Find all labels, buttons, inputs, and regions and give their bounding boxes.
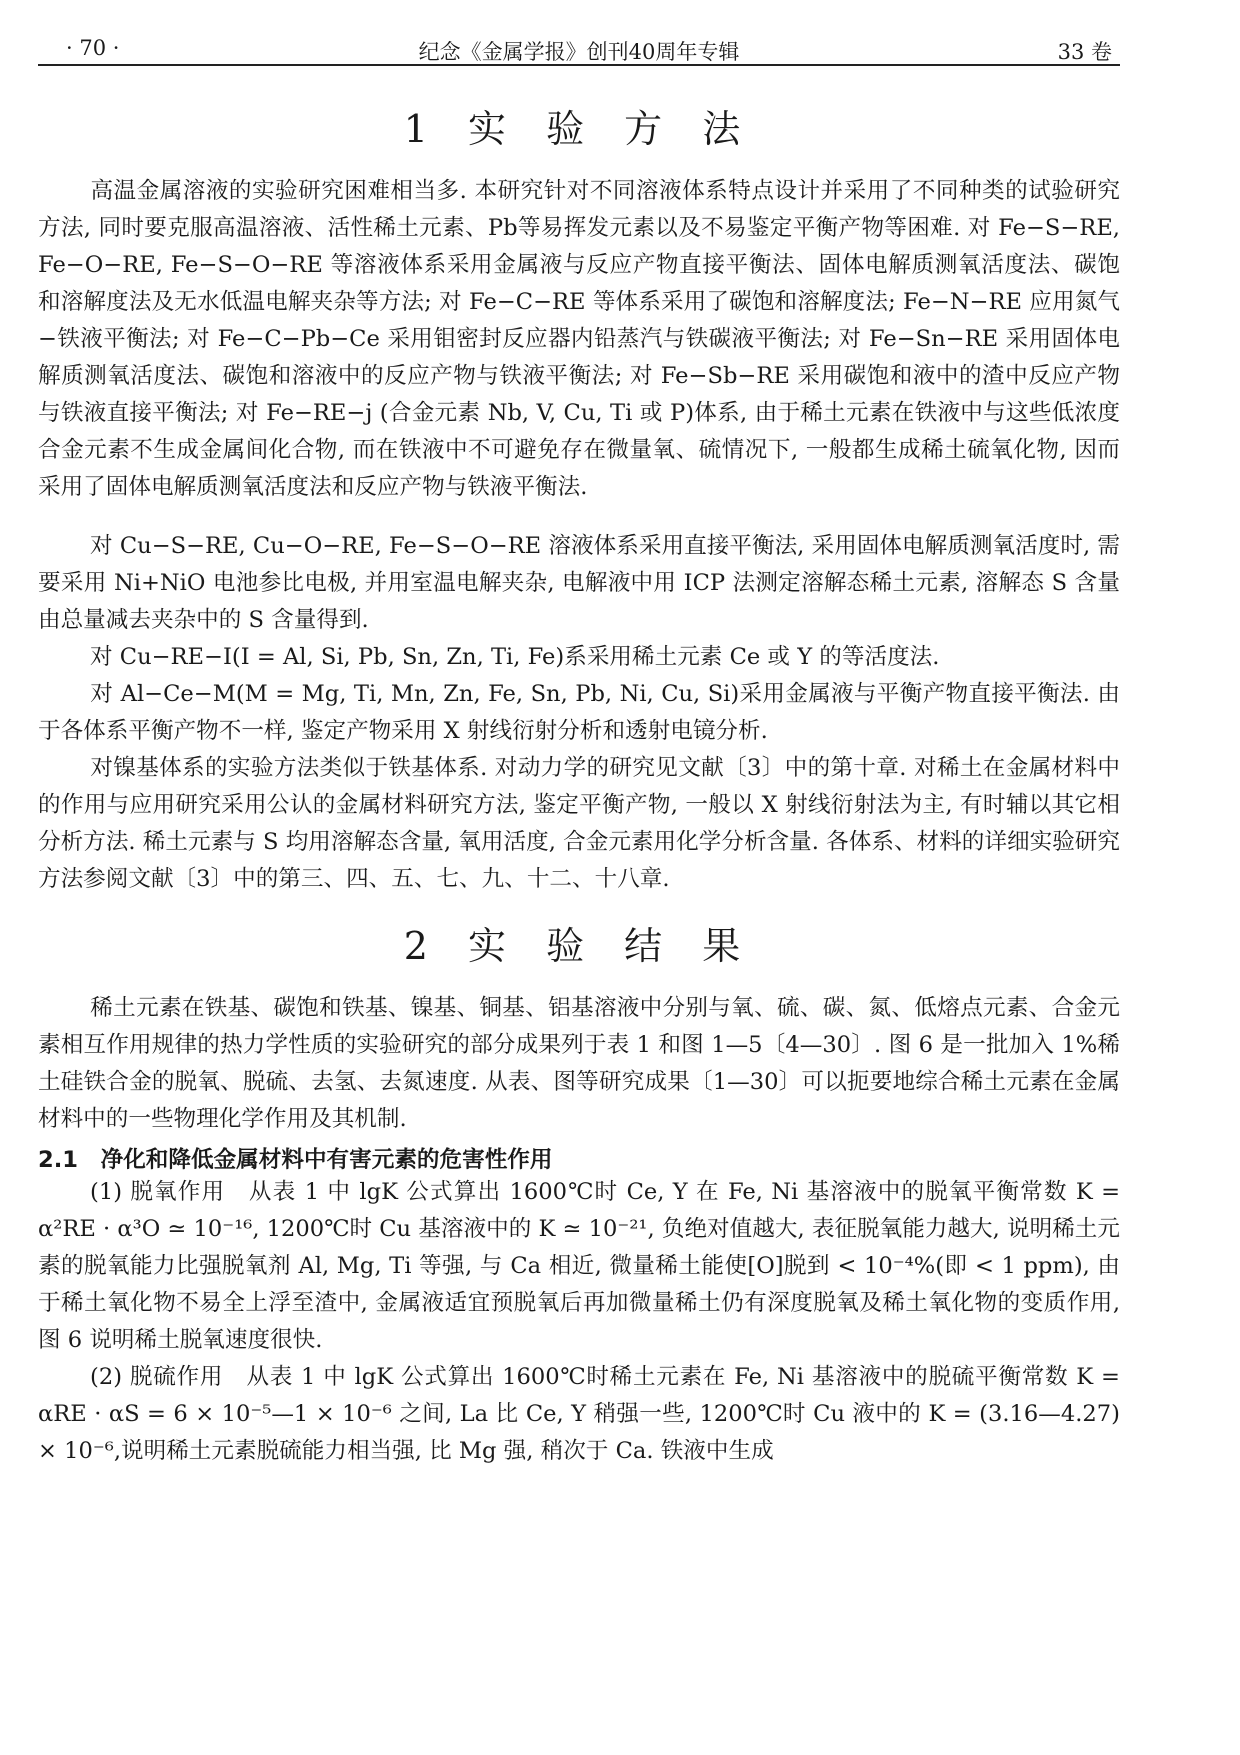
page-number: · 70 ·: [66, 36, 120, 60]
section-1-paragraph-3: 对 Cu−RE−I(I = Al, Si, Pb, Sn, Zn, Ti, Fe)系采用稀土元素 Ce 或 Y 的等活度法.: [90, 644, 940, 670]
section-1-heading: 1 实 验 方 法: [403, 107, 755, 151]
section-1-paragraph-1: 高温金属溶液的实验研究困难相当多. 本研究针对不同溶液体系特点设计并采用了不同种类的试验研究方法, 同时要克服高温溶液、活性稀土元素、Pb等易挥发元素以及不易鉴定平衡产物等困难. 对 Fe−S−RE, Fe−O−RE, Fe−S−O−RE 等溶液体系采用金属液与反应产物直接平衡法、固体电解质测氧活度法、碳饱和溶解度法及无水低温电解夹杂等方法; 对 Fe−C−RE 等体系采用了碳饱和溶解度法; Fe−N−RE 应用氮气−铁液平衡法; 对 Fe−C−Pb−Ce 采用钼密封反应器内铅蒸汽与铁碳液平衡法; 对 Fe−Sn−RE 采用固体电解质测氧活度法、碳饱和溶液中的反应产物与铁液平衡法; 对 Fe−Sb−RE 采用碳饱和液中的渣中反应产物与铁液直接平衡法; 对 Fe−RE−j (合金元素 Nb, V, Cu, Ti 或 P)体系, 由于稀土元素在铁液中与这些低浓度合金元素不生成金属间化合物, 而在铁液中不可避免存在微量氧、硫情况下, 一般都生成稀土硫氧化物, 因而采用了固体电解质测氧活度法和反应产物与铁液平衡法.: [38, 178, 1120, 500]
section-1-paragraph-5: 对镍基体系的实验方法类似于铁基体系. 对动力学的研究见文献〔3〕中的第十章. 对稀土在金属材料中的作用与应用研究采用公认的金属材料研究方法, 鉴定平衡产物, 一般以 X 射线衍射法为主, 有时辅以其它相分析方法. 稀土元素与 S 均用溶解态含量, 氧用活度, 合金元素用化学分析含量. 各体系、材料的详细实验研究方法参阅文献〔3〕中的第三、四、五、七、九、十二、十八章.: [38, 755, 1120, 892]
volume-label: 33 卷: [1057, 40, 1112, 64]
running-header: [38, 28, 1120, 66]
section-2-paragraph-1: 稀土元素在铁基、碳饱和铁基、镍基、铜基、铝基溶液中分别与氧、硫、碳、氮、低熔点元素、合金元素相互作用规律的热力学性质的实验研究的部分成果列于表 1 和图 1—5〔4—30〕. 图 6 是一批加入 1%稀土硅铁合金的脱氧、脱硫、去氢、去氮速度. 从表、图等研究成果〔1—30〕可以扼要地综合稀土元素在金属材料中的一些物理化学作用及其机制.: [38, 995, 1120, 1132]
subsection-2-1-heading: 2.1 净化和降低金属材料中有害元素的危害性作用: [38, 1147, 553, 1173]
journal-title: 纪念《金属学报》创刊40周年专辑: [418, 40, 740, 64]
section-2-heading: 2 实 验 结 果: [403, 924, 755, 968]
section-2-paragraph-2: (1) 脱氧作用 从表 1 中 lgK 公式算出 1600℃时 Ce, Y 在 Fe, Ni 基溶液中的脱氧平衡常数 K = α²RE · α³O ≃ 10⁻¹⁶, 1200℃时 Cu 基溶液中的 K ≃ 10⁻²¹, 负绝对值越大, 表征脱氧能力越大, 说明稀土元素的脱氧能力比强脱氧剂 Al, Mg, Ti 等强, 与 Ca 相近, 微量稀土能使[O]脱到 < 10⁻⁴%(即 < 1 ppm), 由于稀土氧化物不易全上浮至渣中, 金属液适宜预脱氧后再加微量稀土仍有深度脱氧及稀土氧化物的变质作用, 图 6 说明稀土脱氧速度很快.: [38, 1179, 1120, 1353]
section-1-paragraph-2: 对 Cu−S−RE, Cu−O−RE, Fe−S−O−RE 溶液体系采用直接平衡法, 采用固体电解质测氧活度时, 需要采用 Ni+NiO 电池参比电极, 并用室温电解夹杂, 电解液中用 ICP 法测定溶解态稀土元素, 溶解态 S 含量由总量减去夹杂中的 S 含量得到.: [38, 533, 1120, 633]
section-1-paragraph-4: 对 Al−Ce−M(M = Mg, Ti, Mn, Zn, Fe, Sn, Pb, Ni, Cu, Si)采用金属液与平衡产物直接平衡法. 由于各体系平衡产物不一样, 鉴定产物采用 X 射线衍射分析和透射电镜分析.: [38, 681, 1120, 744]
section-2-paragraph-3: (2) 脱硫作用 从表 1 中 lgK 公式算出 1600℃时稀土元素在 Fe, Ni 基溶液中的脱硫平衡常数 K = αRE · αS = 6 × 10⁻⁵—1 × 10⁻⁶ 之间, La 比 Ce, Y 稍强一些, 1200℃时 Cu 液中的 K = (3.16—4.27) × 10⁻⁶,说明稀土元素脱硫能力相当强, 比 Mg 强, 稍次于 Ca. 铁液中生成: [38, 1364, 1120, 1464]
